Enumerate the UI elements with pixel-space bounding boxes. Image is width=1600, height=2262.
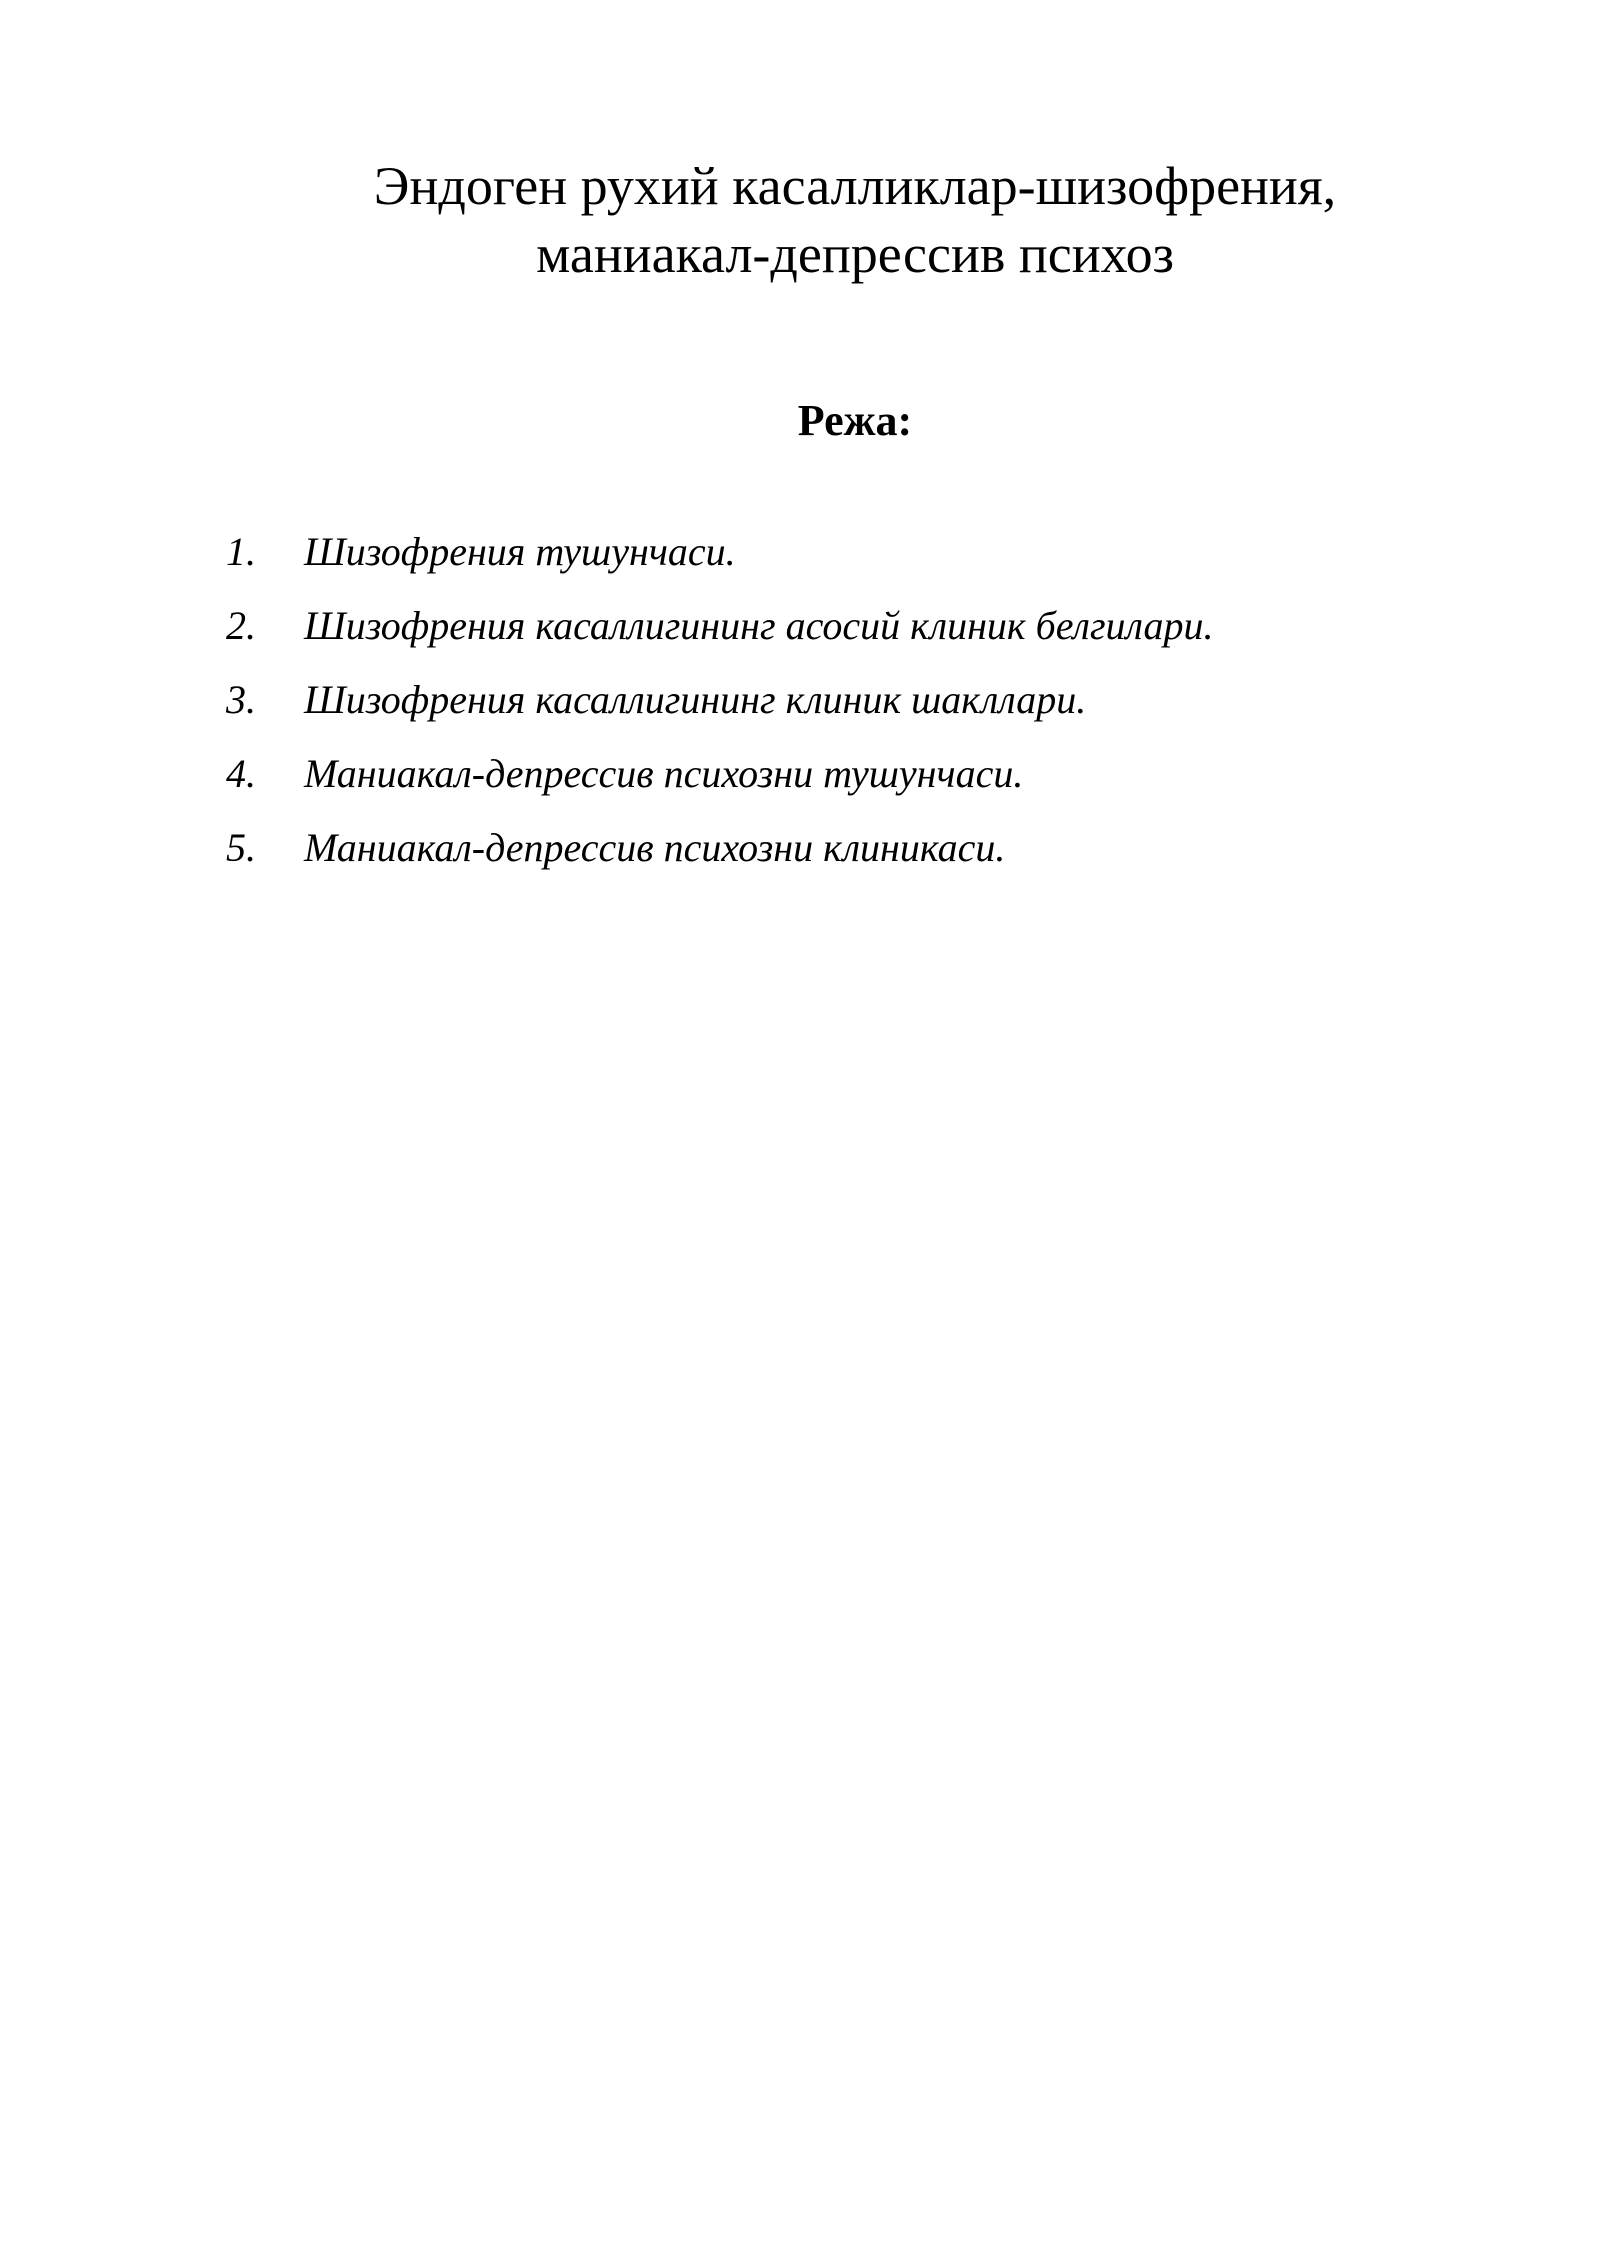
list-item-text: Шизофрения тушунчаси. xyxy=(304,529,736,574)
list-item xyxy=(226,676,1213,750)
title-line-1: Эндоген рухий касалликлар-шизофрения, xyxy=(373,156,1337,216)
list-item-number: 2. xyxy=(226,603,256,648)
plan-heading: Режа: xyxy=(797,396,913,445)
list-item xyxy=(226,824,1213,898)
list-item-text: Маниакал-депрессив психозни клиникаси. xyxy=(304,825,1006,870)
list-item xyxy=(226,602,1213,676)
list-item-number: 4. xyxy=(226,751,256,796)
list-item xyxy=(226,528,1213,602)
list-item-number: 5. xyxy=(226,825,256,870)
title-line-2: маниакал-депрессив психоз xyxy=(536,224,1174,284)
plan-list xyxy=(226,528,1213,898)
list-item-text: Маниакал-депрессив психозни тушунчаси. xyxy=(304,751,1024,796)
list-item xyxy=(226,750,1213,824)
document-title xyxy=(230,152,1480,288)
list-item-number: 1. xyxy=(226,529,256,574)
list-item-text: Шизофрения касаллигининг клиник шакллари. xyxy=(304,677,1087,722)
list-item-number: 3. xyxy=(226,677,256,722)
list-item-text: Шизофрения касаллигининг асосий клиник белгилари. xyxy=(304,603,1214,648)
